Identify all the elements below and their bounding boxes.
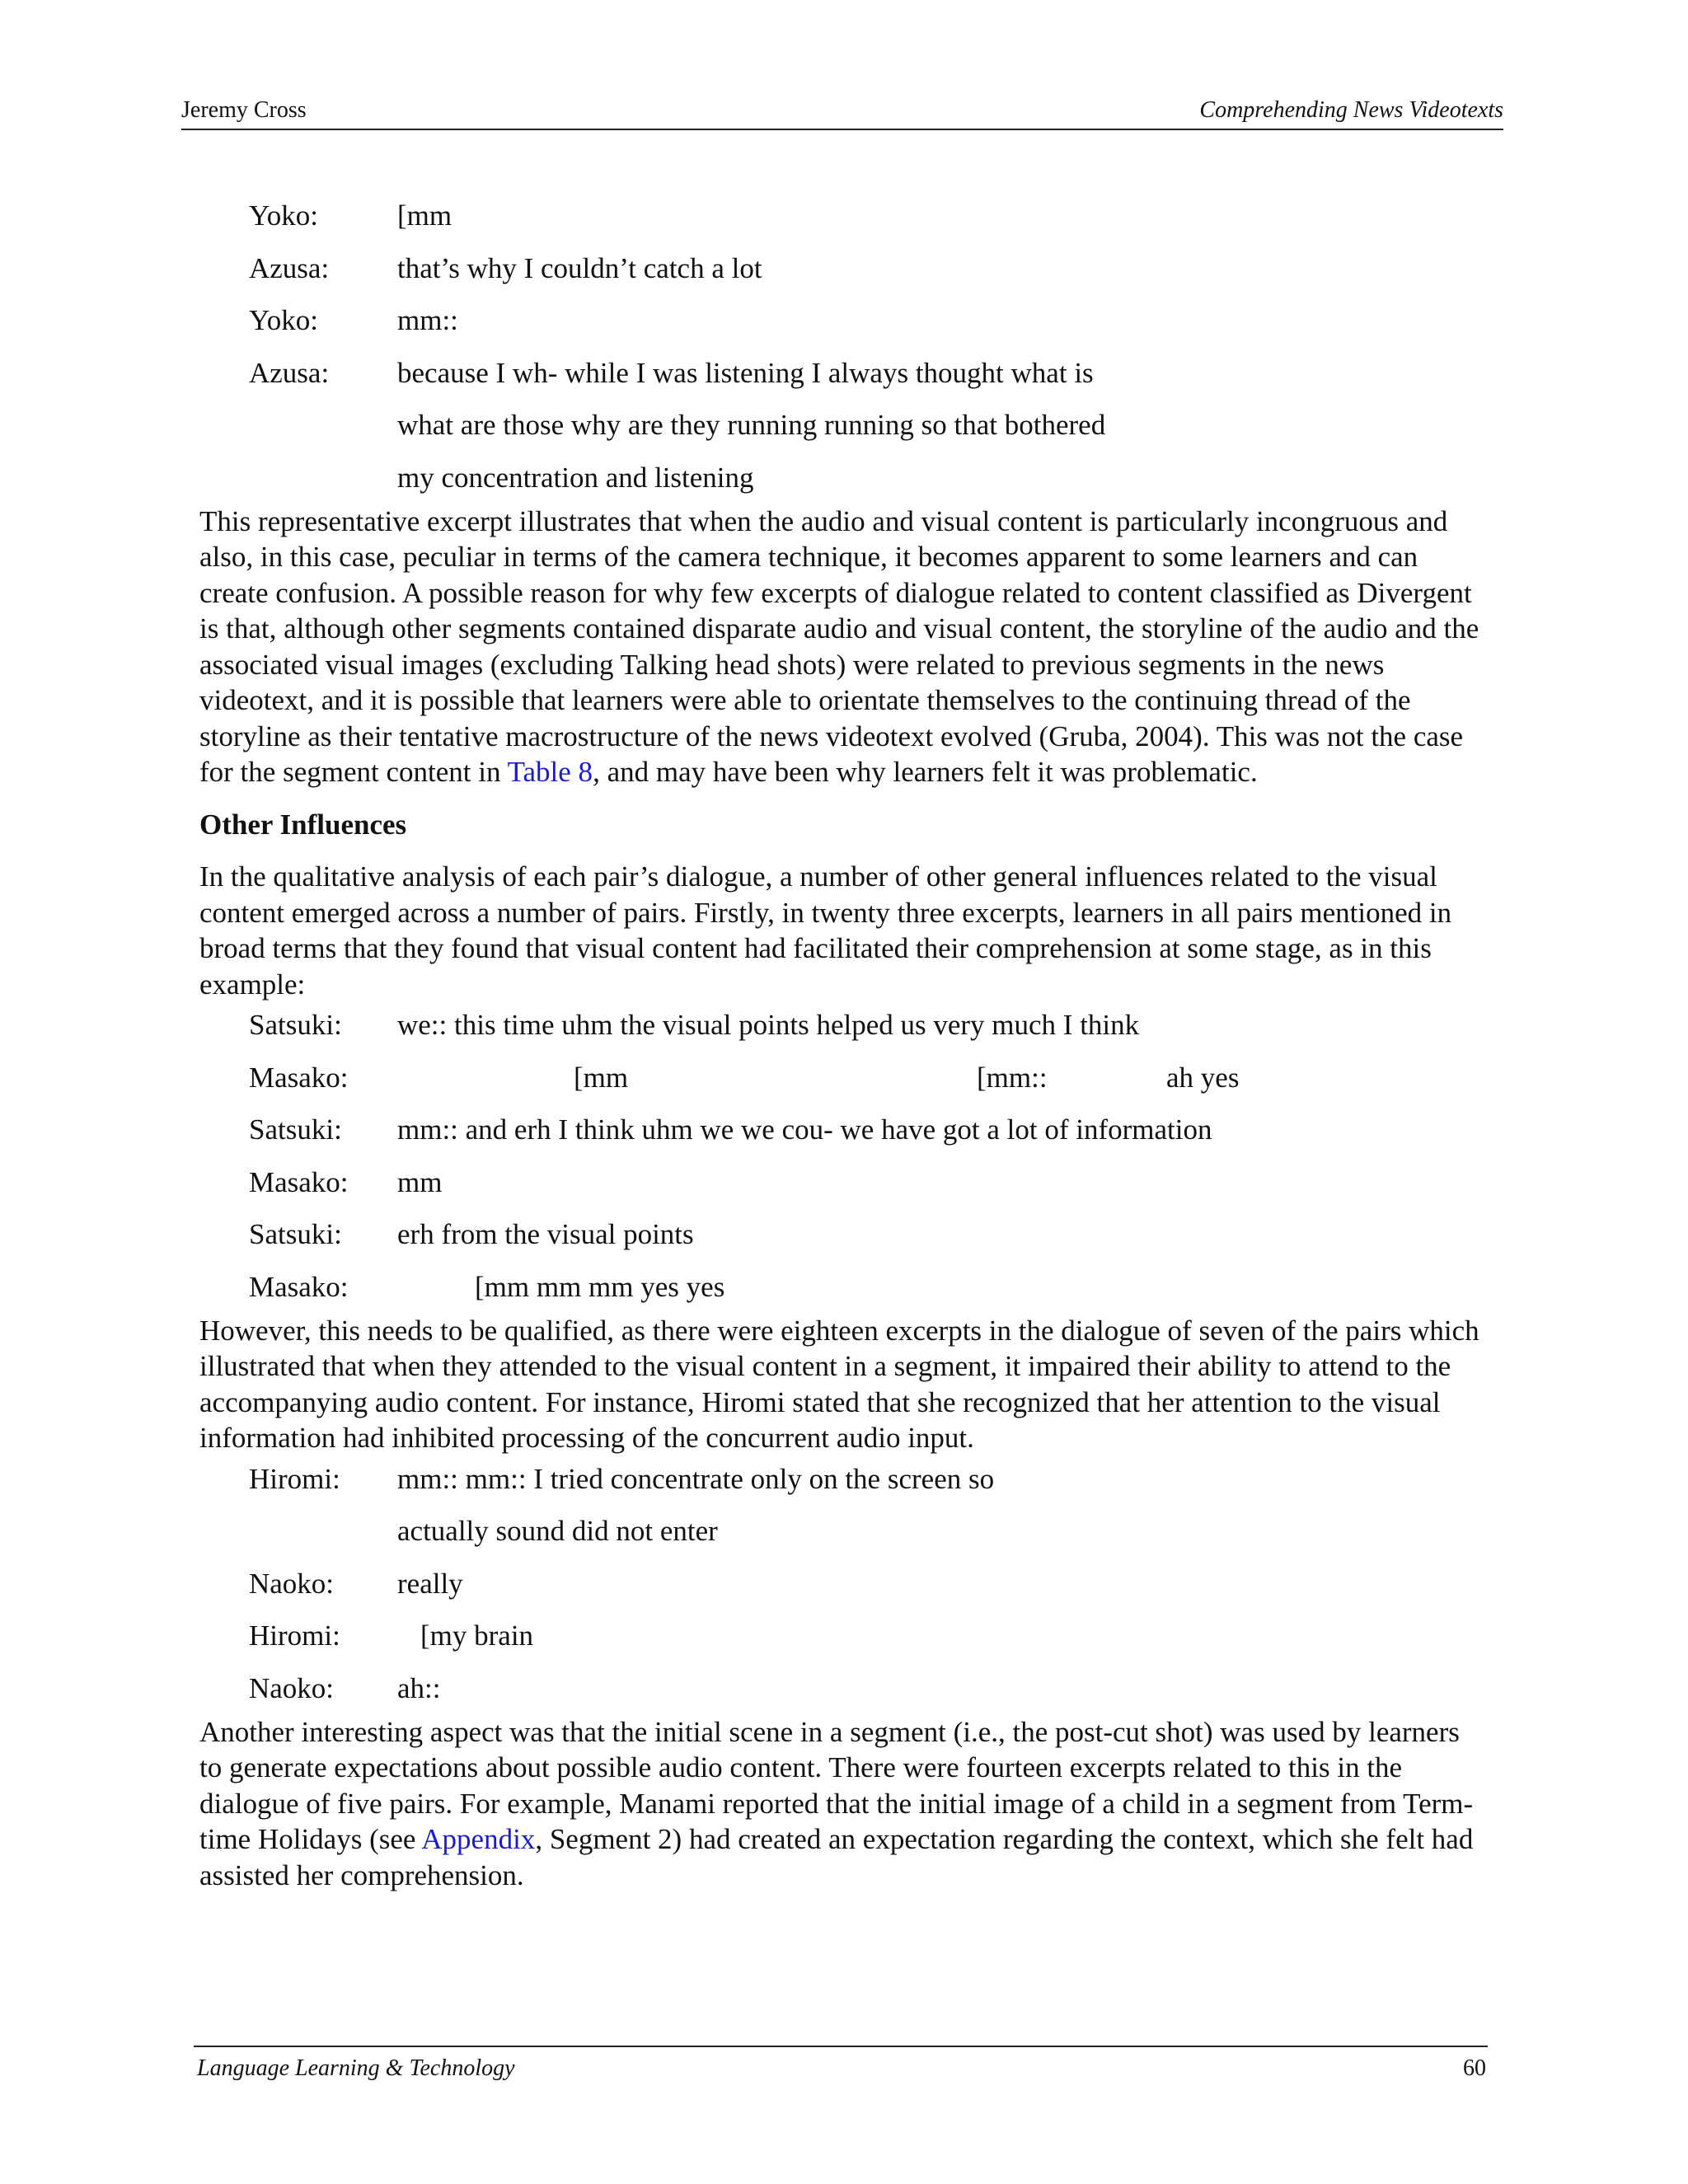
running-header [181, 97, 1503, 130]
speaker-label: Naoko: [249, 1567, 335, 1600]
dialogue-excerpt-1 [199, 198, 1485, 504]
speaker-label: Azusa: [249, 356, 330, 389]
paragraph-text: Another interesting aspect was that the initial scene in a segment (i.e., the post-cut shot) was used by learners to generate expectations about possible audio content. There were fourteen excerpts related to this in the dialogue of five pairs. For example, Manami reported that the initial image of a child in a segment from Term-time Holidays (see [199, 1715, 1474, 1855]
dialogue-excerpt-2 [199, 1007, 1485, 1313]
dialogue-line [199, 1060, 1485, 1113]
utterance: mm:: [397, 304, 458, 336]
speaker-label: Masako: [249, 1270, 349, 1303]
dialogue-line [199, 355, 1485, 408]
dialogue-line [199, 1112, 1485, 1165]
section-heading: Other Influences [199, 808, 407, 841]
speaker-label: Azusa: [249, 251, 330, 284]
utterance: mm:: and erh I think uhm we we cou- we have got a lot of information [397, 1113, 1212, 1146]
running-footer [194, 2046, 1488, 2081]
paragraph: In the qualitative analysis of each pair’s dialogue, a number of other general influences related to the visual content emerged across a number of pairs. Firstly, in twenty three excerpts, learners in all pairs mentioned in broad terms that they found that visual content had facilitated their comprehension at some stage, as in this example: [199, 860, 1452, 1001]
dialogue-line [199, 1513, 1485, 1566]
paragraph-text: , Segment 2) had created an expectation regarding the context, which she felt had assisted her comprehension. [199, 1823, 1474, 1891]
utterance: erh from the visual points [397, 1218, 694, 1250]
utterance: ah:: [397, 1671, 441, 1704]
dialogue-line [199, 1671, 1485, 1714]
utterance: really [397, 1567, 463, 1600]
dialogue-line [199, 198, 1485, 251]
dialogue-line [199, 251, 1485, 303]
paragraph [199, 504, 1485, 790]
paragraph: However, this needs to be qualified, as there were eighteen excerpts in the dialogue of seven of the pairs which illustrated that when they attended to the visual content in a segment, it impaired their ability to attend to the accompanying audio content. For instance, Hiromi stated that she recognized that her attention to the visual information had inhibited processing of the concurrent audio input. [199, 1314, 1479, 1454]
speaker-label: Masako: [249, 1061, 349, 1094]
dialogue-line [199, 1216, 1485, 1269]
utterance: [mm [397, 199, 452, 232]
dialogue-line [199, 1165, 1485, 1217]
page-number: 60 [1463, 2055, 1486, 2081]
paragraph-text: This representative excerpt illustrates that when the audio and visual content is particularly incongruous and also, in this case, peculiar in terms of the camera technique, it becomes apparent to some learners and can create confusion. A possible reason for why few excerpts of dialogue related to content classified as Divergent is that, although other segments contained disparate audio and visual content, the storyline of the audio and the associated visual images (excluding Talking head shots) were related to previous segments in the news videotext, and it is possible that learners were able to orientate themselves to the continuing thread of the storyline as their tentative macrostructure of the news videotext evolved (Gruba, 2004). This was not the case for the segment content in [199, 504, 1479, 788]
dialogue-line [199, 1461, 1485, 1514]
utterance: [my brain [420, 1619, 534, 1652]
dialogue-excerpt-3 [199, 1461, 1485, 1714]
speaker-label: Hiromi: [249, 1619, 340, 1652]
table-8-link[interactable]: Table 8 [507, 756, 593, 788]
dialogue-line [199, 302, 1485, 355]
speaker-label: Satsuki: [249, 1218, 342, 1250]
header-author: Jeremy Cross [181, 97, 307, 123]
speaker-label: Hiromi: [249, 1462, 340, 1495]
speaker-label: Naoko: [249, 1671, 335, 1704]
utterance: mm:: mm:: I tried concentrate only on the screen so [397, 1462, 995, 1495]
dialogue-line [199, 407, 1485, 460]
footer-journal: Language Learning & Technology [197, 2055, 515, 2081]
dialogue-line [199, 1269, 1485, 1313]
utterance: mm [397, 1165, 443, 1198]
speaker-label: Yoko: [249, 199, 318, 232]
utterance: [mm mm mm yes yes [475, 1270, 725, 1303]
utterance: my concentration and listening [397, 461, 754, 494]
appendix-link[interactable]: Appendix [421, 1823, 536, 1855]
speaker-label: Masako: [249, 1165, 349, 1198]
utterance: because I wh- while I was listening I always thought what is [397, 356, 1094, 389]
utterance: we:: this time uhm the visual points helped us very much I think [397, 1009, 1140, 1041]
dialogue-line [199, 460, 1485, 504]
header-title: Comprehending News Videotexts [1199, 97, 1503, 123]
paragraph-text: , and may have been why learners felt it was problematic. [593, 756, 1258, 788]
speaker-label: Satsuki: [249, 1009, 342, 1041]
dialogue-line [199, 1007, 1485, 1060]
dialogue-line [199, 1618, 1485, 1671]
speaker-label: Satsuki: [249, 1113, 342, 1146]
overlap-segment: ah yes [1166, 1061, 1240, 1094]
main-content [199, 198, 1485, 1893]
utterance: that’s why I couldn’t catch a lot [397, 251, 762, 284]
dialogue-line [199, 1566, 1485, 1619]
overlap-segment: [mm:: [977, 1061, 1048, 1094]
utterance: actually sound did not enter [397, 1515, 718, 1547]
overlap-segment: [mm [574, 1061, 629, 1094]
utterance: what are those why are they running running so that bothered [397, 409, 1106, 441]
paragraph [199, 1714, 1485, 1894]
speaker-label: Yoko: [249, 304, 318, 336]
